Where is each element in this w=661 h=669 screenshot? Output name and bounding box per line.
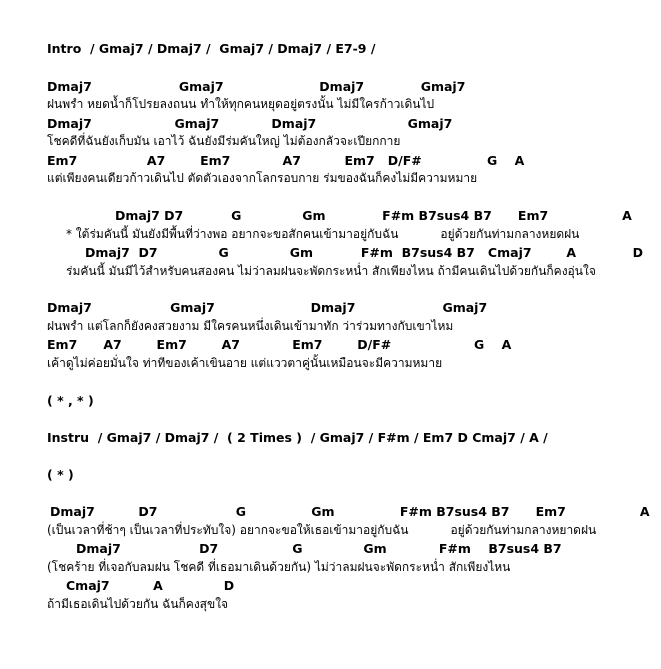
instrumental-line: Instru / Gmaj7 / Dmaj7 / ( 2 Times ) / Gmaj7 / F#m / Em7 D Cmaj7 / A / [47, 430, 548, 445]
intro-line: Intro / Gmaj7 / Dmaj7 / Gmaj7 / Dmaj7 / E7-9 / [47, 41, 376, 56]
verse1-chord-line-3: Em7 A7 Em7 A7 Em7 D/F# G A [47, 153, 525, 168]
outro-chord-line-2: Dmaj7 D7 G Gm F#m B7sus4 B7 [76, 541, 562, 556]
repeat-marker-2: ( * ) [47, 467, 74, 482]
outro-lyric-line-1: (เป็นเวลาที่ช้าๆ เป็นเวลาที่ประทับใจ) อยากจะขอให้เธอเข้ามาอยู่กับฉัน อยู่ด้วยกันท่ามกลางหยาดฝน [47, 523, 597, 537]
chorus-lyric-line-2: ร่มคันนี้ มันมีไว้สำหรับคนสองคน ไม่ว่าลมฝนจะพัดกระหน่ำ สักเพียงไหน ถ้ามีคนเดินไปด้วยกันก็คงอุ่นใจ [66, 264, 596, 278]
verse2-lyric-line-2: เค้าดูไม่ค่อยมั่นใจ ท่าทีของเค้าเขินอาย แต่แววตาคู่นั้นเหมือนจะมีความหมาย [47, 356, 443, 370]
chorus-lyric-line-1: * ใต้ร่มคันนี้ มันยังมีพื้นที่ว่างพอ อยากจะขอสักคนเข้ามาอยู่กับฉัน อยู่ด้วยกันท่ามกลางหยดฝน [66, 227, 580, 241]
outro-chord-line-1: Dmaj7 D7 G Gm F#m B7sus4 B7 Em7 A [50, 504, 650, 519]
verse1-chord-line-1: Dmaj7 Gmaj7 Dmaj7 Gmaj7 [47, 79, 466, 94]
outro-lyric-line-3: ถ้ามีเธอเดินไปด้วยกัน ฉันก็คงสุขใจ [47, 597, 229, 611]
chorus-chord-line-1: Dmaj7 D7 G Gm F#m B7sus4 B7 Em7 A [115, 208, 632, 223]
outro-lyric-line-2: (โชคร้าย ที่เจอกับลมฝน โชคดี ที่เธอมาเดินด้วยกัน) ไม่ว่าลมฝนจะพัดกระหน่ำ สักเพียงไหน [47, 560, 511, 574]
verse1-lyric-line-3: แต่เพียงคนเดียวก้าวเดินไป ตัดตัวเองจากโลกรอบกาย ร่มของฉันก็คงไม่มีความหมาย [47, 171, 478, 185]
chorus-chord-line-2: Dmaj7 D7 G Gm F#m B7sus4 B7 Cmaj7 A D [85, 245, 643, 260]
verse2-lyric-line-1: ฝนพรำ แต่โลกก็ยังคงสวยงาม มีใครคนหนึ่งเดินเข้ามาทัก ว่าร่วมทางกับเขาไหม [47, 319, 454, 333]
verse2-chord-line-1: Dmaj7 Gmaj7 Dmaj7 Gmaj7 [47, 300, 488, 315]
verse1-lyric-line-2: โชคดีที่ฉันยังเก็บมัน เอาไว้ ฉันยังมีร่มคันใหญ่ ไม่ต้องกลัวจะเปียกกาย [47, 134, 401, 148]
verse2-chord-line-2: Em7 A7 Em7 A7 Em7 D/F# G A [47, 337, 512, 352]
verse1-chord-line-2: Dmaj7 Gmaj7 Dmaj7 Gmaj7 [47, 116, 453, 131]
outro-chord-line-3: Cmaj7 A D [66, 578, 235, 593]
verse1-lyric-line-1: ฝนพรำ หยดน้ำก็โปรยลงถนน ทำให้ทุกคนหยุดอยู่ตรงนั้น ไม่มีใครก้าวเดินไป [47, 97, 435, 111]
repeat-marker-1: ( * , * ) [47, 393, 94, 408]
